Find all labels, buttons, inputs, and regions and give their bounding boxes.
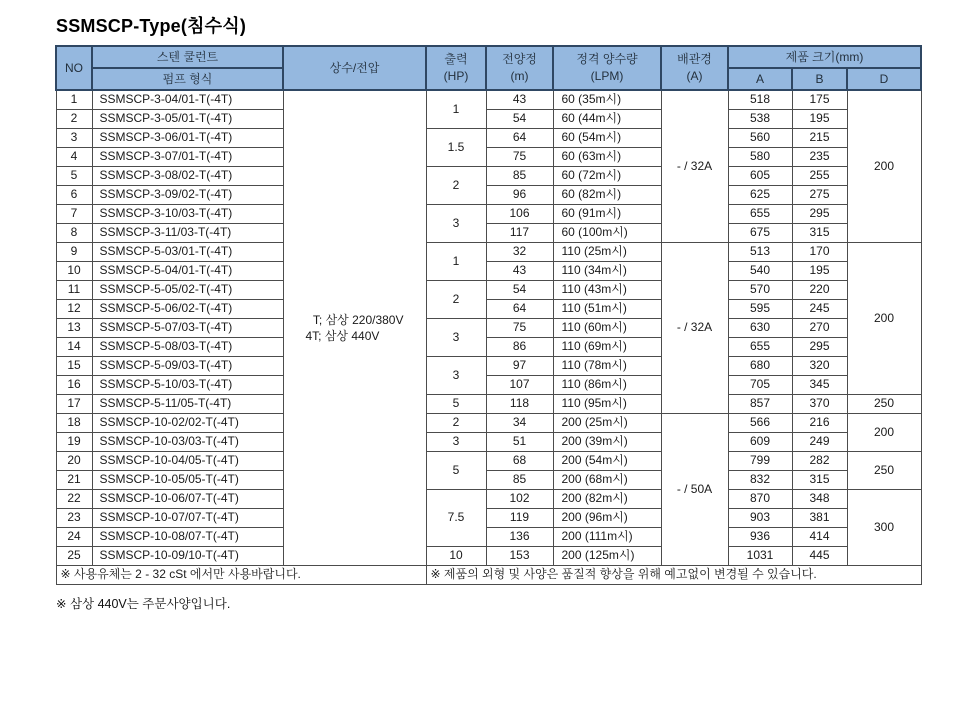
cell-total-head: 97: [486, 357, 553, 376]
cell-size-a: 705: [728, 376, 792, 395]
cell-total-head: 32: [486, 243, 553, 262]
cell-model: SSMSCP-5-07/03-T(-4T): [92, 319, 283, 338]
cell-no: 14: [56, 338, 92, 357]
header-pump-type: 펌프 형식: [92, 68, 283, 90]
cell-no: 21: [56, 471, 92, 490]
cell-rated-flow: 60 (63m시): [553, 148, 661, 167]
cell-output-hp: 2: [426, 414, 486, 433]
cell-no: 20: [56, 452, 92, 471]
cell-size-a: 605: [728, 167, 792, 186]
table-row: [56, 167, 921, 186]
table-row: [56, 528, 921, 547]
table-row: [56, 490, 921, 509]
cell-size-b: 348: [792, 490, 847, 509]
cell-size-a: 580: [728, 148, 792, 167]
cell-no: 5: [56, 167, 92, 186]
cell-size-a: 560: [728, 129, 792, 148]
cell-model: SSMSCP-5-09/03-T(-4T): [92, 357, 283, 376]
cell-total-head: 68: [486, 452, 553, 471]
table-row: [56, 243, 921, 262]
cell-phase-voltage: [283, 90, 426, 566]
cell-rated-flow: 200 (125m시): [553, 547, 661, 566]
cell-size-d: 250: [847, 452, 921, 490]
table-row: [56, 471, 921, 490]
cell-total-head: 102: [486, 490, 553, 509]
cell-size-a: 870: [728, 490, 792, 509]
cell-total-head: 43: [486, 90, 553, 110]
cell-size-a: 903: [728, 509, 792, 528]
table-row: [56, 129, 921, 148]
cell-total-head: 153: [486, 547, 553, 566]
cell-size-b: 170: [792, 243, 847, 262]
cell-model: SSMSCP-10-08/07-T(-4T): [92, 528, 283, 547]
cell-model: SSMSCP-10-06/07-T(-4T): [92, 490, 283, 509]
cell-size-b: 245: [792, 300, 847, 319]
cell-size-b: 175: [792, 90, 847, 110]
cell-output-hp: 2: [426, 167, 486, 205]
cell-output-hp: 3: [426, 319, 486, 357]
cell-total-head: 64: [486, 300, 553, 319]
cell-rated-flow: 200 (68m시): [553, 471, 661, 490]
cell-no: 12: [56, 300, 92, 319]
cell-no: 24: [56, 528, 92, 547]
cell-total-head: 86: [486, 338, 553, 357]
cell-output-hp: 3: [426, 205, 486, 243]
cell-size-b: 275: [792, 186, 847, 205]
cell-pipe-diameter: - / 50A: [661, 414, 728, 566]
cell-rated-flow: 110 (78m시): [553, 357, 661, 376]
cell-rated-flow: 110 (60m시): [553, 319, 661, 338]
cell-size-a: 630: [728, 319, 792, 338]
cell-size-a: 680: [728, 357, 792, 376]
cell-size-b: 414: [792, 528, 847, 547]
cell-total-head: 117: [486, 224, 553, 243]
cell-size-b: 315: [792, 224, 847, 243]
table-row: [56, 224, 921, 243]
cell-model: SSMSCP-5-06/02-T(-4T): [92, 300, 283, 319]
cell-model: SSMSCP-10-02/02-T(-4T): [92, 414, 283, 433]
cell-rated-flow: 110 (95m시): [553, 395, 661, 414]
cell-size-a: 538: [728, 110, 792, 129]
cell-no: 3: [56, 129, 92, 148]
cell-no: 2: [56, 110, 92, 129]
cell-size-a: 518: [728, 90, 792, 110]
cell-no: 1: [56, 90, 92, 110]
cell-rated-flow: 110 (51m시): [553, 300, 661, 319]
cell-no: 23: [56, 509, 92, 528]
cell-total-head: 51: [486, 433, 553, 452]
cell-total-head: 85: [486, 167, 553, 186]
cell-output-hp: 10: [426, 547, 486, 566]
cell-model: SSMSCP-3-11/03-T(-4T): [92, 224, 283, 243]
cell-no: 7: [56, 205, 92, 224]
cell-size-a: 566: [728, 414, 792, 433]
cell-size-b: 235: [792, 148, 847, 167]
cell-model: SSMSCP-10-07/07-T(-4T): [92, 509, 283, 528]
cell-size-a: 655: [728, 205, 792, 224]
table-footer-notes: [56, 566, 921, 585]
cell-no: 10: [56, 262, 92, 281]
table-row: [56, 281, 921, 300]
cell-no: 17: [56, 395, 92, 414]
cell-output-hp: 5: [426, 395, 486, 414]
cell-size-a: 936: [728, 528, 792, 547]
cell-size-a: 832: [728, 471, 792, 490]
cell-model: SSMSCP-5-08/03-T(-4T): [92, 338, 283, 357]
spec-table-body: [56, 90, 921, 566]
cell-size-b: 445: [792, 547, 847, 566]
cell-no: 13: [56, 319, 92, 338]
cell-size-a: 1031: [728, 547, 792, 566]
table-row: [56, 205, 921, 224]
cell-size-b: 295: [792, 338, 847, 357]
cell-total-head: 96: [486, 186, 553, 205]
cell-total-head: 75: [486, 319, 553, 338]
cell-rated-flow: 200 (39m시): [553, 433, 661, 452]
cell-no: 25: [56, 547, 92, 566]
cell-output-hp: 3: [426, 433, 486, 452]
cell-no: 18: [56, 414, 92, 433]
cell-size-b: 215: [792, 129, 847, 148]
cell-model: SSMSCP-3-08/02-T(-4T): [92, 167, 283, 186]
cell-size-d: 300: [847, 490, 921, 566]
cell-rated-flow: 110 (69m시): [553, 338, 661, 357]
cell-output-hp: 2: [426, 281, 486, 319]
header-output-hp: 출력 (HP): [426, 46, 486, 90]
cell-model: SSMSCP-5-05/02-T(-4T): [92, 281, 283, 300]
cell-rated-flow: 60 (54m시): [553, 129, 661, 148]
cell-no: 4: [56, 148, 92, 167]
header-no: NO: [56, 46, 92, 90]
table-row: [56, 509, 921, 528]
cell-rated-flow: 200 (82m시): [553, 490, 661, 509]
cell-rated-flow: 110 (25m시): [553, 243, 661, 262]
cell-model: SSMSCP-10-05/05-T(-4T): [92, 471, 283, 490]
cell-size-a: 595: [728, 300, 792, 319]
cell-output-hp: 1.5: [426, 129, 486, 167]
cell-total-head: 106: [486, 205, 553, 224]
header-voltage: 상수/전압: [283, 46, 426, 90]
cell-total-head: 118: [486, 395, 553, 414]
cell-no: 16: [56, 376, 92, 395]
cell-output-hp: 1: [426, 243, 486, 281]
cell-model: SSMSCP-5-03/01-T(-4T): [92, 243, 283, 262]
cell-model: SSMSCP-10-03/03-T(-4T): [92, 433, 283, 452]
cell-rated-flow: 60 (44m시): [553, 110, 661, 129]
cell-model: SSMSCP-3-06/01-T(-4T): [92, 129, 283, 148]
cell-size-a: 799: [728, 452, 792, 471]
table-row: [56, 90, 921, 110]
cell-size-b: 282: [792, 452, 847, 471]
cell-total-head: 43: [486, 262, 553, 281]
cell-total-head: 85: [486, 471, 553, 490]
header-size-b: B: [792, 68, 847, 90]
cell-size-a: 540: [728, 262, 792, 281]
table-row: [56, 300, 921, 319]
voltage-note: T; 삼상 220/380V 4T; 삼상 440V: [305, 312, 404, 343]
cell-total-head: 136: [486, 528, 553, 547]
table-row: [56, 376, 921, 395]
cell-size-d: 250: [847, 395, 921, 414]
cell-rated-flow: 60 (82m시): [553, 186, 661, 205]
cell-no: 9: [56, 243, 92, 262]
table-row: [56, 395, 921, 414]
cell-total-head: 119: [486, 509, 553, 528]
page-title: SSMSCP-Type(침수식): [56, 16, 247, 36]
header-total-head: 전양정 (m): [486, 46, 553, 90]
cell-rated-flow: 60 (35m시): [553, 90, 661, 110]
cell-model: SSMSCP-5-10/03-T(-4T): [92, 376, 283, 395]
cell-total-head: 54: [486, 281, 553, 300]
cell-size-b: 249: [792, 433, 847, 452]
cell-size-b: 195: [792, 262, 847, 281]
cell-size-a: 513: [728, 243, 792, 262]
header-rated-flow: 정격 양수량 (LPM): [553, 46, 661, 90]
table-row: [56, 262, 921, 281]
cell-size-b: 216: [792, 414, 847, 433]
cell-rated-flow: 110 (86m시): [553, 376, 661, 395]
cell-rated-flow: 110 (34m시): [553, 262, 661, 281]
cell-size-b: 381: [792, 509, 847, 528]
cell-output-hp: 5: [426, 452, 486, 490]
cell-size-b: 195: [792, 110, 847, 129]
cell-size-b: 370: [792, 395, 847, 414]
cell-size-a: 625: [728, 186, 792, 205]
cell-size-a: 609: [728, 433, 792, 452]
cell-size-b: 255: [792, 167, 847, 186]
cell-rated-flow: 60 (91m시): [553, 205, 661, 224]
cell-no: 19: [56, 433, 92, 452]
cell-output-hp: 7.5: [426, 490, 486, 547]
cell-rated-flow: 200 (111m시): [553, 528, 661, 547]
cell-total-head: 54: [486, 110, 553, 129]
cell-output-hp: 3: [426, 357, 486, 395]
table-header: [56, 46, 921, 90]
cell-model: SSMSCP-10-09/10-T(-4T): [92, 547, 283, 566]
cell-no: 22: [56, 490, 92, 509]
table-row: [56, 414, 921, 433]
cell-model: SSMSCP-5-04/01-T(-4T): [92, 262, 283, 281]
table-row: [56, 547, 921, 566]
table-row: [56, 110, 921, 129]
cell-size-d: 200: [847, 90, 921, 243]
cell-size-a: 675: [728, 224, 792, 243]
cell-rated-flow: 200 (54m시): [553, 452, 661, 471]
cell-model: SSMSCP-5-11/05-T(-4T): [92, 395, 283, 414]
cell-pipe-diameter: - / 32A: [661, 243, 728, 414]
table-row: [56, 319, 921, 338]
cell-rated-flow: 110 (43m시): [553, 281, 661, 300]
cell-total-head: 75: [486, 148, 553, 167]
cell-rated-flow: 200 (25m시): [553, 414, 661, 433]
cell-model: SSMSCP-3-10/03-T(-4T): [92, 205, 283, 224]
header-product-size: 제품 크기(mm): [728, 46, 921, 68]
header-size-d: D: [847, 68, 921, 90]
cell-total-head: 107: [486, 376, 553, 395]
cell-output-hp: 1: [426, 90, 486, 129]
cell-size-b: 220: [792, 281, 847, 300]
cell-model: SSMSCP-3-07/01-T(-4T): [92, 148, 283, 167]
cell-size-b: 315: [792, 471, 847, 490]
cell-total-head: 64: [486, 129, 553, 148]
table-row: [56, 338, 921, 357]
header-size-a: A: [728, 68, 792, 90]
cell-size-b: 270: [792, 319, 847, 338]
table-row: [56, 452, 921, 471]
table-row: [56, 433, 921, 452]
cell-size-d: 200: [847, 243, 921, 395]
cell-size-a: 857: [728, 395, 792, 414]
cell-pipe-diameter: - / 32A: [661, 90, 728, 243]
cell-size-b: 295: [792, 205, 847, 224]
cell-size-a: 570: [728, 281, 792, 300]
table-row: [56, 148, 921, 167]
header-coolant: 스텐 쿨런트: [92, 46, 283, 68]
cell-total-head: 34: [486, 414, 553, 433]
cell-no: 15: [56, 357, 92, 376]
note-fluid-range: ※ 사용유체는 2 - 32 cSt 에서만 사용바랍니다.: [56, 566, 426, 585]
table-row: [56, 186, 921, 205]
cell-size-b: 345: [792, 376, 847, 395]
cell-model: SSMSCP-3-05/01-T(-4T): [92, 110, 283, 129]
note-spec-change: ※ 제품의 외형 및 사양은 품질적 향상을 위해 예고없이 변경될 수 있습니다.: [426, 566, 921, 585]
table-row: [56, 357, 921, 376]
cell-no: 6: [56, 186, 92, 205]
header-pipe-diameter: 배관경 (A): [661, 46, 728, 90]
cell-rated-flow: 60 (72m시): [553, 167, 661, 186]
cell-no: 11: [56, 281, 92, 300]
cell-rated-flow: 60 (100m시): [553, 224, 661, 243]
cell-model: SSMSCP-3-04/01-T(-4T): [92, 90, 283, 110]
cell-size-a: 655: [728, 338, 792, 357]
cell-model: SSMSCP-10-04/05-T(-4T): [92, 452, 283, 471]
cell-no: 8: [56, 224, 92, 243]
cell-size-d: 200: [847, 414, 921, 452]
cell-size-b: 320: [792, 357, 847, 376]
order-spec-note: ※ 삼상 440V는 주문사양입니다.: [56, 597, 231, 611]
cell-model: SSMSCP-3-09/02-T(-4T): [92, 186, 283, 205]
pump-spec-table: [55, 45, 922, 585]
cell-rated-flow: 200 (96m시): [553, 509, 661, 528]
